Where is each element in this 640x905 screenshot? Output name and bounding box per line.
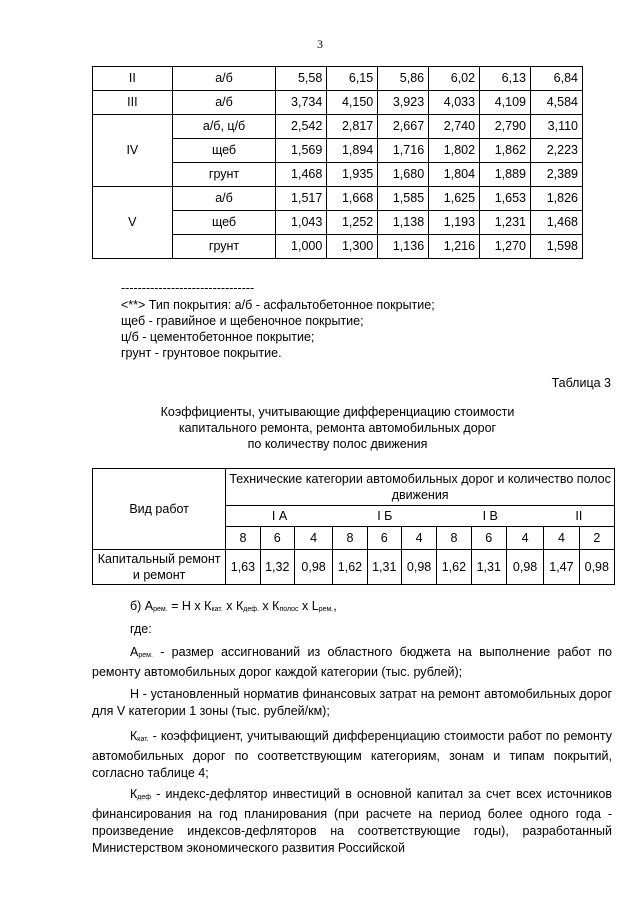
value-cell: 5,58	[276, 67, 327, 91]
value-cell: 1,468	[530, 211, 582, 235]
value-cell: 1,862	[480, 139, 531, 163]
table-row	[93, 91, 583, 115]
value-cell: 6,02	[429, 67, 480, 91]
coefficient-cell: 1,63	[226, 550, 260, 585]
value-cell: 1,136	[378, 235, 429, 259]
definition-paragraph	[92, 644, 612, 681]
category-cell: III	[93, 91, 173, 115]
table-body	[93, 67, 583, 259]
def-text: - установленный норматив финансовых затрат на ремонт автомобильных дорог для V категории 1 зоны (тыс. рублей/км);	[92, 687, 612, 718]
def-symbol: Н	[130, 687, 140, 701]
value-cell: 1,716	[378, 139, 429, 163]
lanes-cell: 4	[506, 527, 543, 550]
def-symbol: К	[130, 787, 138, 801]
value-cell: 1,826	[530, 187, 582, 211]
formula-part: ,	[333, 599, 337, 613]
page-number: 3	[317, 37, 323, 51]
coefficient-cell: 0,98	[579, 550, 614, 585]
def-subscript: кат.	[137, 736, 149, 743]
table-row	[93, 115, 583, 139]
lanes-cell: 6	[367, 527, 401, 550]
value-cell: 3,110	[530, 115, 582, 139]
def-subscript: деф	[137, 794, 152, 801]
formula-part: = Н х К	[167, 599, 212, 613]
table-title-line: капитального ремонта, ремонта автомобильных дорог	[178, 421, 497, 435]
value-cell: 4,033	[429, 91, 480, 115]
formula-part: б) А	[130, 599, 154, 613]
value-cell: 1,517	[276, 187, 327, 211]
definition-paragraph	[92, 786, 612, 857]
value-cell: 6,84	[530, 67, 582, 91]
value-cell: 4,150	[327, 91, 378, 115]
def-subscript: рем.	[138, 652, 153, 659]
lanes-cell: 4	[401, 527, 436, 550]
footnote-line: ц/б - цементобетонное покрытие;	[121, 330, 315, 344]
table-row	[93, 67, 583, 91]
footnote-line: грунт - грунтовое покрытие.	[121, 346, 282, 360]
def-text: - индекс-дефлятор инвестиций в основной капитал за счет всех источников финансирования на год планирования (при расчете на период более одного года - произведение индексов-дефляторов на соответствующие годы), разработанный Министерством экономического развития Российской	[92, 787, 612, 855]
lanes-cell: 8	[333, 527, 367, 550]
categories-header: Технические категории автомобильных дорог и количество полос движения	[226, 469, 615, 506]
table-title-line: Коэффициенты, учитывающие дифференциацию стоимости	[160, 405, 515, 419]
lanes-cell: 8	[437, 527, 471, 550]
value-cell: 1,625	[429, 187, 480, 211]
formula-subscript: деф.	[243, 606, 259, 613]
value-cell: 6,15	[327, 67, 378, 91]
surface-type-cell: а/б	[172, 91, 276, 115]
group-header: I Б	[333, 506, 437, 527]
value-cell: 1,668	[327, 187, 378, 211]
values-row	[93, 550, 615, 585]
lanes-cell: 4	[544, 527, 579, 550]
category-cell: IV	[93, 115, 173, 187]
value-cell: 2,790	[480, 115, 531, 139]
value-cell: 1,585	[378, 187, 429, 211]
value-cell: 1,468	[276, 163, 327, 187]
definition-paragraph	[92, 728, 612, 782]
formula	[130, 599, 337, 613]
table-label: Таблица 3	[551, 376, 611, 390]
value-cell: 1,889	[480, 163, 531, 187]
value-cell: 4,584	[530, 91, 582, 115]
surface-type-cell: щеб	[172, 211, 276, 235]
coefficient-cell: 1,32	[260, 550, 294, 585]
formula-subscript: рем.	[318, 606, 334, 613]
value-cell: 1,300	[327, 235, 378, 259]
coefficient-cell: 0,98	[506, 550, 543, 585]
group-header: II	[544, 506, 615, 527]
value-cell: 2,389	[530, 163, 582, 187]
value-cell: 1,802	[429, 139, 480, 163]
category-cell: II	[93, 67, 173, 91]
value-cell: 1,680	[378, 163, 429, 187]
table-title-line: по количеству полос движения	[247, 437, 428, 451]
value-cell: 1,935	[327, 163, 378, 187]
definition-paragraph	[92, 686, 612, 720]
table-title	[92, 404, 583, 452]
value-cell: 2,223	[530, 139, 582, 163]
value-cell: 1,216	[429, 235, 480, 259]
surface-type-cell: щеб	[172, 139, 276, 163]
value-cell: 3,923	[378, 91, 429, 115]
value-cell: 1,252	[327, 211, 378, 235]
coefficient-cell: 1,31	[367, 550, 401, 585]
surface-type-cell: а/б	[172, 67, 276, 91]
value-cell: 1,804	[429, 163, 480, 187]
lanes-coefficients-table	[92, 468, 615, 585]
surface-type-cell: грунт	[172, 163, 276, 187]
lanes-cell: 2	[579, 527, 614, 550]
value-cell: 1,569	[276, 139, 327, 163]
value-cell: 6,13	[480, 67, 531, 91]
lanes-cell: 6	[260, 527, 294, 550]
value-cell: 2,667	[378, 115, 429, 139]
category-cell: V	[93, 187, 173, 259]
def-symbol: А	[130, 645, 139, 659]
value-cell: 1,270	[480, 235, 531, 259]
value-cell: 1,598	[530, 235, 582, 259]
value-cell: 1,894	[327, 139, 378, 163]
value-cell: 1,193	[429, 211, 480, 235]
value-cell: 2,740	[429, 115, 480, 139]
formula-part: х К	[222, 599, 244, 613]
coefficient-cell: 0,98	[401, 550, 436, 585]
def-text: - размер ассигнований из областного бюджета на выполнение работ по ремонту автомобильных дорог каждой категории (тыс. рублей);	[92, 645, 612, 679]
surface-type-cell: а/б	[172, 187, 276, 211]
lanes-cell: 6	[471, 527, 506, 550]
value-cell: 3,734	[276, 91, 327, 115]
value-cell: 1,000	[276, 235, 327, 259]
coefficient-cell: 0,98	[294, 550, 332, 585]
coefficient-cell: 1,62	[437, 550, 471, 585]
cost-coefficients-table-top	[92, 66, 583, 259]
formula-subscript: полос	[279, 606, 299, 613]
formula-part: х К	[258, 599, 280, 613]
formula-subscript: кат.	[211, 606, 223, 613]
value-cell: 2,542	[276, 115, 327, 139]
value-cell: 1,043	[276, 211, 327, 235]
surface-type-cell: грунт	[172, 235, 276, 259]
value-cell: 5,86	[378, 67, 429, 91]
footnote-line: <**> Тип покрытия: а/б - асфальтобетонное покрытие;	[121, 298, 435, 312]
surface-type-cell: а/б, ц/б	[172, 115, 276, 139]
def-text: - коэффициент, учитывающий дифференциацию стоимости работ по ремонту автомобильных дорог по соответствующим категориям, зонам и типам покрытий, согласно таблице 4;	[92, 729, 612, 780]
formula-part: х L	[298, 599, 319, 613]
value-cell: 4,109	[480, 91, 531, 115]
footnote-line: щеб - гравийное и щебеночное покрытие;	[121, 314, 364, 328]
where-label: где:	[130, 622, 152, 636]
group-header: I А	[226, 506, 333, 527]
footnote-separator: --------------------------------	[121, 281, 255, 295]
value-cell: 1,138	[378, 211, 429, 235]
formula-subscript: рем.	[153, 606, 168, 613]
value-cell: 1,231	[480, 211, 531, 235]
work-type-header: Вид работ	[93, 469, 226, 550]
lanes-cell: 4	[294, 527, 332, 550]
row-label: Капитальный ремонт и ремонт	[93, 550, 226, 585]
value-cell: 1,653	[480, 187, 531, 211]
group-header: I В	[437, 506, 544, 527]
coefficient-cell: 1,47	[544, 550, 579, 585]
value-cell: 2,817	[327, 115, 378, 139]
def-symbol: К	[130, 729, 138, 743]
table-row	[93, 187, 583, 211]
coefficient-cell: 1,31	[471, 550, 506, 585]
coefficient-cell: 1,62	[333, 550, 367, 585]
lanes-cell: 8	[226, 527, 260, 550]
